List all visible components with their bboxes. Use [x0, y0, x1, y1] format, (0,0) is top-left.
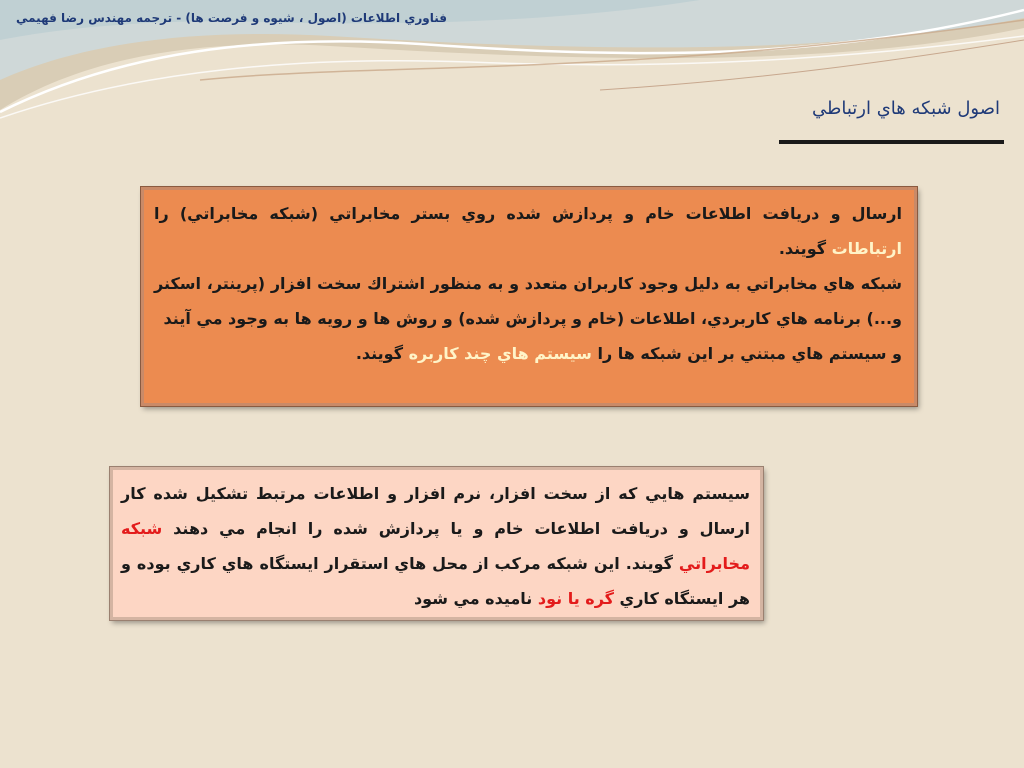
slide-title: اصول شبكه هاي ارتباطي: [812, 98, 1000, 119]
paragraph-telecom-network: [121, 476, 750, 616]
paragraph-text: گويند.: [778, 239, 832, 258]
term-node: گره يا نود: [537, 589, 614, 608]
title-underline: [779, 140, 1004, 144]
paragraph-text: سيستم هايي كه از سخت افزار، نرم افزار و اطلاعات مرتبط تشكيل شده كار ارسال و دريافت اطلاعات خام و يا پردازش شده را انجام مي دهند: [121, 484, 750, 538]
paragraph-text: گويند.: [355, 344, 409, 363]
paragraph-text: و سيستم هاي مبتني بر اين شبكه ها را: [591, 344, 902, 363]
paragraph-communications: [154, 196, 902, 266]
term-multiuser-systems: سيستم هاي چند كاربره: [408, 344, 592, 363]
presentation-header: فناوري اطلاعات (اصول ، شيوه و فرصت ها) - ترجمه مهندس رضا فهيمي: [16, 11, 447, 25]
paragraph-networks-purpose: شبكه هاي مخابراتي به دليل وجود كاربران متعدد و به منظور اشتراك سخت افزار (پرينتر، اسكنر و...) برنامه هاي كاربردي، اطلاعات (خام و پردازش شده) و روش ها و رويه ها به وجود مي آيند: [154, 274, 902, 328]
telecom-network-definition-box: [110, 467, 763, 620]
paragraph-text: ناميده مي شود: [413, 589, 538, 608]
term-telecom-network: شبكه مخابراتي: [121, 519, 750, 573]
paragraph-multiuser: [154, 336, 902, 371]
paragraph-text: ارسال و دريافت اطلاعات خام و پردازش شده روي بستر مخابراتي (شبكه مخابراتي) را: [154, 204, 902, 223]
paragraph-text: گويند. اين شبكه مركب از محل هاي استقرار ايستگاه هاي كاري بوده و هر ايستگاه كاري: [121, 554, 750, 608]
communications-definition-box: [141, 187, 917, 406]
term-communications: ارتباطات: [831, 239, 902, 258]
